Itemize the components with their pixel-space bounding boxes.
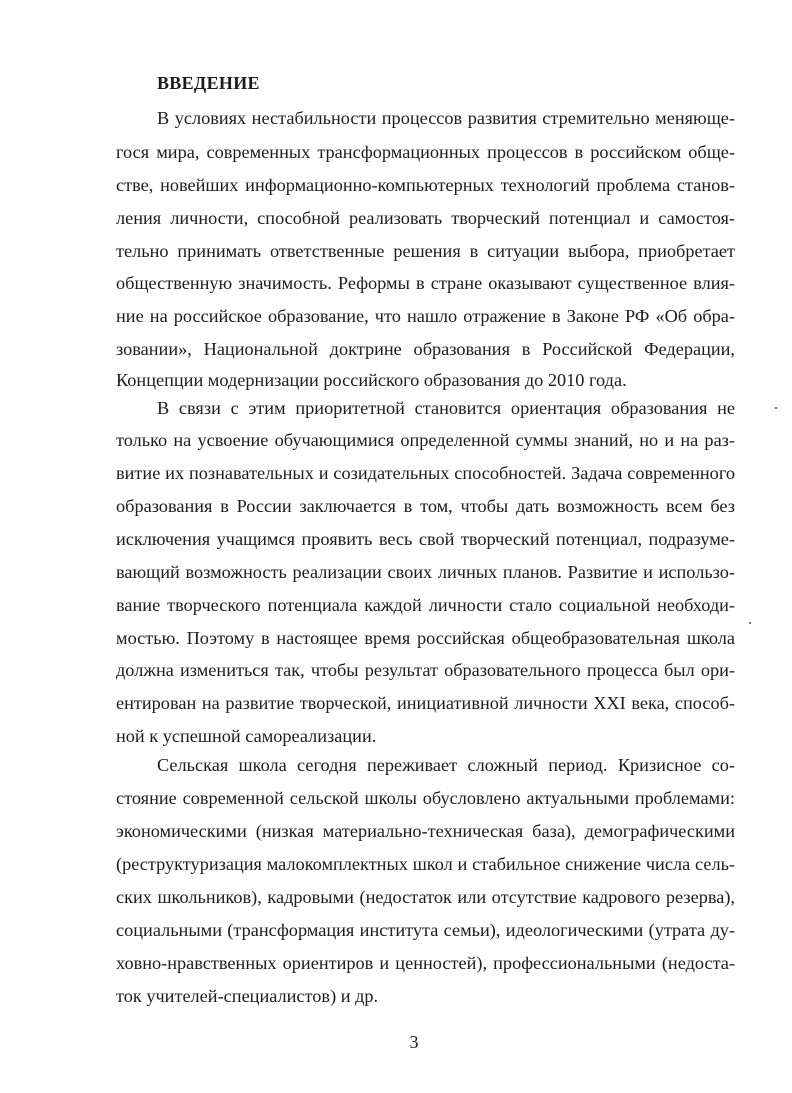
paragraph-line: В условиях нестабильности процессов развития стремительно меняюще- [157, 108, 735, 128]
paragraph-line: витие их познавательных и созидательных способностей. Задача современного [116, 463, 735, 483]
paragraph-line: ховно-нравственных ориентиров и ценностей), профессиональными (недоста- [116, 953, 735, 973]
page-number: 3 [409, 1032, 419, 1052]
paragraph-line: В связи с этим приоритетной становится ориентация образования не [157, 398, 735, 418]
paragraph-line: Концепции модернизации российского образования до 2010 года. [116, 370, 627, 390]
paragraph-line: вание творческого потенциала каждой личности стало социальной необходи- [116, 595, 735, 615]
paragraph-line: ние на российское образование, что нашло отражение в Законе РФ «Об обра- [116, 306, 735, 326]
paragraph-line: ентирован на развитие творческой, инициативной личности XXI века, способ- [116, 693, 735, 713]
paragraph-line: стояние современной сельской школы обусловлено актуальными проблемами: [116, 788, 735, 808]
paragraph-line: должна измениться так, чтобы результат образовательного процесса был ори- [116, 660, 735, 680]
paragraph-line: стве, новейших информационно-компьютерных технологий проблема станов- [116, 175, 735, 195]
paragraph-line: тельно принимать ответственные решения в ситуации выбора, приобретает [116, 241, 735, 261]
paragraph-line: (реструктуризация малокомплектных школ и стабильное снижение числа сель- [116, 854, 735, 874]
paragraph-line: ной к успешной самореализации. [116, 726, 377, 746]
paragraph-line: зовании», Национальной доктрине образования в Российской Федерации, [116, 339, 735, 359]
paragraph-line: исключения учащимся проявить весь свой творческий потенциал, подразуме- [116, 529, 735, 549]
paragraph-line: только на усвоение обучающимися определенной суммы знаний, но и на раз- [116, 430, 735, 450]
scan-speck [775, 407, 777, 409]
paragraph-line: вающий возможность реализации своих личных планов. Развитие и использо- [116, 562, 735, 582]
paragraph-line: общественную значимость. Реформы в стране оказывают существенное влия- [116, 273, 735, 293]
section-heading: ВВЕДЕНИЕ [157, 73, 260, 93]
paragraph-line: социальными (трансформация института семьи), идеологическими (утрата ду- [116, 920, 735, 940]
paragraph-line: образования в России заключается в том, чтобы дать возможность всем без [116, 496, 735, 516]
paragraph-line: экономическими (низкая материально-техническая база), демографическими [116, 821, 735, 841]
paragraph-line: ток учителей-специалистов) и др. [116, 986, 379, 1006]
paragraph-line: ления личности, способной реализовать творческий потенциал и самостоя- [116, 208, 735, 228]
paragraph-line: ских школьников), кадровыми (недостаток или отсутствие кадрового резерва), [116, 887, 735, 907]
paragraph-line: Сельская школа сегодня переживает сложный период. Кризисное со- [157, 755, 735, 775]
scan-speck [749, 622, 751, 624]
paragraph-line: мостью. Поэтому в настоящее время российская общеобразовательная школа [116, 628, 735, 648]
paragraph-line: гося мира, современных трансформационных процессов в российском обще- [116, 142, 735, 162]
